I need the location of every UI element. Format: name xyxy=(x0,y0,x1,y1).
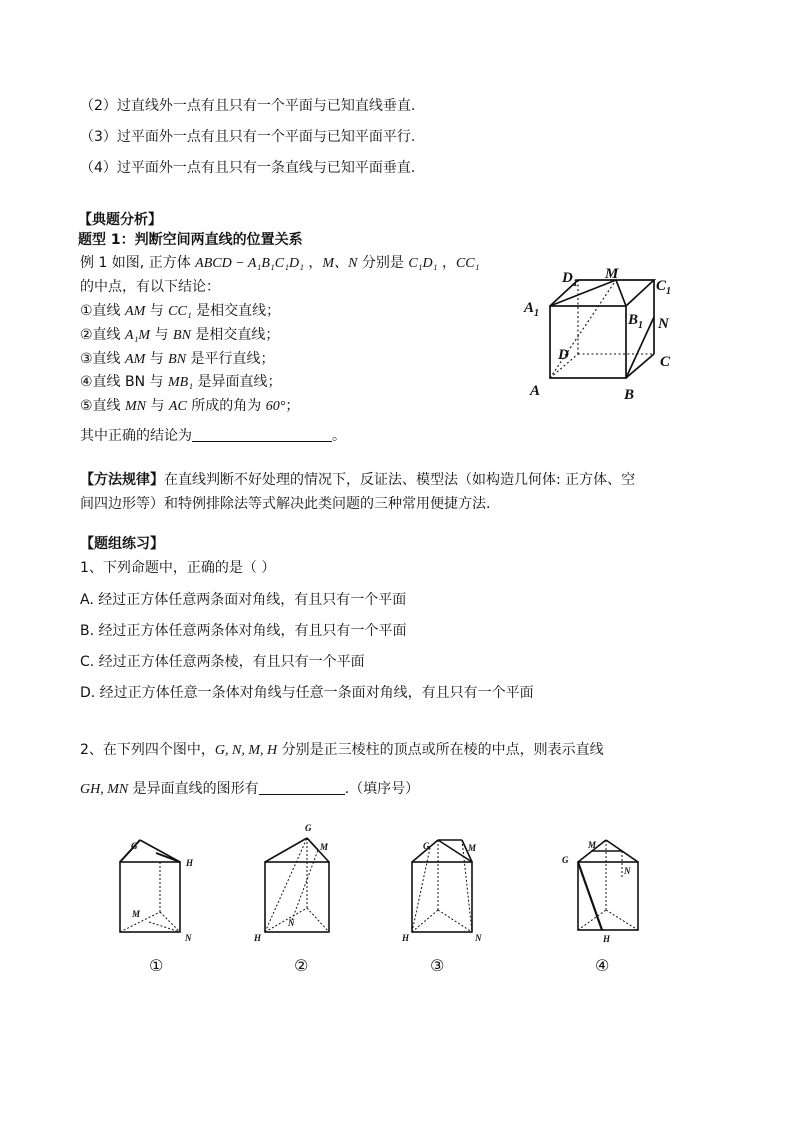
cube-front-face xyxy=(550,306,626,378)
p4-label-g: G xyxy=(562,855,569,865)
p1-label-m: M xyxy=(132,909,141,919)
p3-label-n: N xyxy=(475,933,482,943)
example-intro xyxy=(80,253,480,274)
figure-caption-2: ② xyxy=(294,956,309,975)
p2-label-n: N xyxy=(288,918,295,928)
q1-option-b[interactable]: B. 经过正方体任意两条体对角线，有且只有一个平面 xyxy=(80,623,407,639)
label-a: A xyxy=(530,383,541,399)
statement-3: ③直线 AM 与 BN 是平行直线； xyxy=(80,351,275,367)
label-m: M xyxy=(605,266,619,282)
theorem-3: （3）过平面外一点有且只有一个平面与已知平面平行. xyxy=(80,129,416,145)
statement-4: ④直线 BN 与 MB₁ 是异面直线； xyxy=(80,374,282,390)
hidden-line-am xyxy=(550,280,616,378)
theorem-2: （2）过直线外一点有且只有一个平面与已知直线垂直. xyxy=(80,98,416,114)
statement-1: ①直线 AM 与 CC₁ 是相交直线； xyxy=(80,303,281,319)
example-cc: CC₁ xyxy=(455,256,480,271)
prism-1 xyxy=(120,840,194,943)
answer-blank[interactable] xyxy=(192,426,332,442)
p3-label-h: H xyxy=(402,933,410,943)
example-intro-text2: 分别是 xyxy=(357,255,409,271)
p1-label-n: N xyxy=(185,933,192,943)
q1-option-d[interactable]: D. 经过正方体任意一条体对角线与任意一条面对角线，有且只有一个平面 xyxy=(80,685,534,701)
type-title: 题型 1：判断空间两直线的位置关系 xyxy=(78,232,303,248)
figure-caption-3: ③ xyxy=(430,956,445,975)
p2-label-h: H xyxy=(254,933,262,943)
q1-option-c[interactable]: C. 经过正方体任意两条棱，有且只有一个平面 xyxy=(80,654,365,670)
label-c: C xyxy=(660,354,671,370)
p2-label-m: M xyxy=(320,842,329,852)
example-solid-name: ABCD − A₁B₁C₁D₁ xyxy=(195,256,304,271)
p4-label-m: M xyxy=(588,840,597,850)
prism-3 xyxy=(401,840,482,943)
label-d: D xyxy=(558,347,569,363)
label-n: N xyxy=(658,316,669,332)
figure-caption-1: ① xyxy=(149,956,164,975)
q2-answer-blank[interactable] xyxy=(259,779,345,795)
line-mb1 xyxy=(616,280,626,306)
prism-4 xyxy=(562,840,638,944)
p4-label-h: H xyxy=(603,934,611,944)
example-intro-comma: ， xyxy=(303,255,323,271)
statement-2: ②直线 A₁M 与 BN 是相交直线； xyxy=(80,327,280,343)
cube-figure xyxy=(520,262,680,404)
cube-edge-bc xyxy=(626,354,654,378)
method-label: 【方法规律】 xyxy=(80,472,164,488)
theorem-4: （4）过平面外一点有且只有一条直线与已知平面垂直. xyxy=(80,160,416,176)
figure-caption-4: ④ xyxy=(595,956,610,975)
line-a1m xyxy=(550,280,616,306)
example-intro-comma2: ， xyxy=(437,255,456,271)
q2-line-1: 2、在下列四个图中，G, N, M, H 分别是正三棱柱的顶点或所在棱的中点，则表示直线 xyxy=(80,742,604,758)
method-line-1 xyxy=(80,470,635,490)
label-c1: $C_1$ xyxy=(656,278,672,297)
example-question: 其中正确的结论为 。 xyxy=(80,428,346,444)
p1-label-h: H xyxy=(186,858,194,868)
q1-option-a[interactable]: A. 经过正方体任意两条面对角线，有且只有一个平面 xyxy=(80,592,407,608)
label-b: B xyxy=(624,387,635,403)
practice-title: 【题组练习】 xyxy=(80,536,164,552)
p4-label-n: N xyxy=(624,866,631,876)
example-mn: M、N xyxy=(322,256,358,271)
label-a1: $A_1$ xyxy=(524,300,540,319)
method-line-2: 间四边形等）和特例排除法等式解决此类问题的三种常用便捷方法. xyxy=(80,496,491,512)
p2-label-g: G xyxy=(305,823,312,833)
q2-line-2: GH, MN 是异面直线的图形有 .（填序号） xyxy=(80,781,420,797)
example-intro-end: 的中点，有以下结论： xyxy=(80,279,220,295)
section-title: 【典题分析】 xyxy=(78,212,162,228)
q1-stem: 1、下列命题中，正确的是（ ） xyxy=(80,560,276,576)
example-intro-text: 例 1 如图, 正方体 xyxy=(80,255,196,271)
p1-label-g: G xyxy=(131,841,138,851)
method-text-1: 在直线判断不好处理的情况下，反证法、模型法（如构造几何体: 正方体、空 xyxy=(164,472,636,488)
statement-5: ⑤直线 MN 与 AC 所成的角为 60°； xyxy=(80,398,300,414)
p3-label-m: M xyxy=(468,843,477,853)
example-cd: C₁D₁ xyxy=(408,256,438,271)
p3-label-g: G xyxy=(423,841,430,851)
label-d1: $D_1$ xyxy=(562,270,578,289)
label-b1: $B_1$ xyxy=(628,312,644,331)
prism-figures xyxy=(100,818,660,948)
prism-2 xyxy=(253,823,329,943)
